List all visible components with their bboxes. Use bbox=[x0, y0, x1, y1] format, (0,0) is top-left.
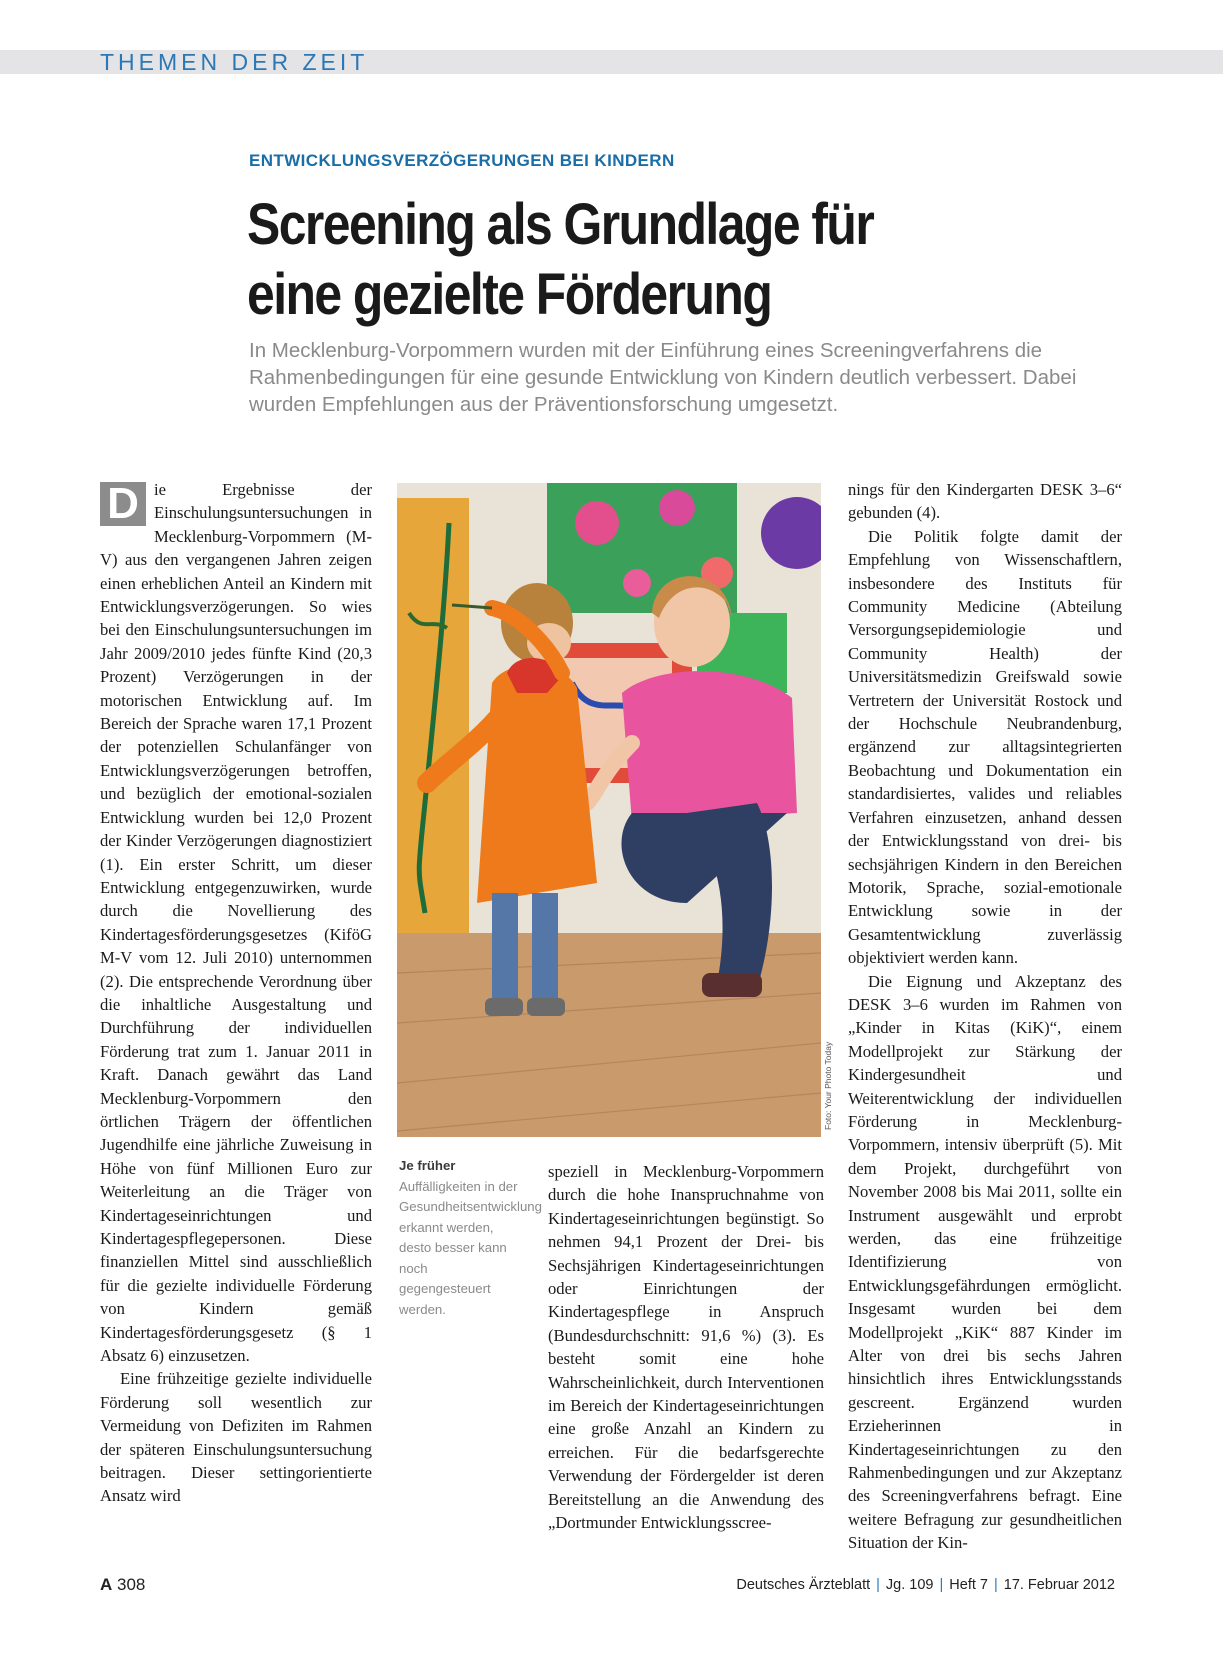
page-number bbox=[100, 1575, 145, 1595]
page-prefix: A bbox=[100, 1575, 113, 1594]
paragraph: nings für den Kindergarten DESK 3–6“ gebunden (4). bbox=[848, 480, 1122, 523]
section-label: THEMEN DER ZEIT bbox=[100, 49, 369, 75]
dropcap: D bbox=[100, 482, 146, 526]
paragraph: Eine frühzeitige gezielte individuelle Förderung soll wesentlich zur Vermeidung von Defiziten im Rahmen der späteren Einschulungsuntersuchung beitragen. Dieser settingorientierte Ansatz wird bbox=[100, 1369, 372, 1506]
paragraph bbox=[100, 478, 372, 1367]
headline bbox=[247, 190, 1021, 330]
footer-volume: Jg. 109 bbox=[885, 1577, 934, 1593]
footer-journal: Deutsches Ärzteblatt bbox=[736, 1577, 871, 1593]
headline-line-2: eine gezielte Förderung bbox=[247, 262, 772, 327]
caption-text: Auffälligkeiten in der Gesundheitsentwicklung erkannt werden, desto besser kann noch gegengesteuert werden. bbox=[399, 1178, 542, 1317]
caption-lead: Je früher bbox=[399, 1158, 456, 1173]
paragraph: Die Eignung und Akzeptanz des DESK 3–6 wurden im Rahmen von „Kinder in Kitas (KiK)“, einem Modellprojekt zur Stärkung der Kindergesundheit und Weiterentwicklung der individuellen Förderung in Mecklenburg-Vorpommern, intensiv überprüft (5). Mit dem Projekt, durchgeführt von November 2008 bis Mai 2011, sollte ein Instrument ausgewählt und erprobt werden, das eine frühzeitige Identifizierung von Entwicklungsgefährdungen ermöglicht. Insgesamt wurden bei dem Modellprojekt „KiK“ 887 Kinder im Alter von drei bis sechs Jahren hinsichtlich ihres Entwicklungsstands gescreent. Ergänzend wurden Erzieherinnen in Kindertageseinrichtungen zu den Rahmenbedingungen und zur Akzeptanz des Screeningverfahrens befragt. Eine weitere Befragung zur gesundheitlichen Situation der Kin- bbox=[848, 971, 1122, 1553]
footer-issue: Heft 7 bbox=[949, 1577, 988, 1593]
photo-illustration bbox=[397, 483, 821, 1137]
photo-credit: Foto: Your Photo Today bbox=[823, 1041, 833, 1130]
headline-line-1: Screening als Grundlage für bbox=[247, 192, 874, 257]
column-3 bbox=[848, 478, 1122, 1555]
article-photo bbox=[397, 483, 821, 1137]
column-1 bbox=[100, 478, 372, 1508]
footer-separator: | bbox=[939, 1577, 944, 1593]
footer-date: 17. Februar 2012 bbox=[1003, 1577, 1115, 1593]
column-2 bbox=[548, 1160, 824, 1535]
paragraph: Die Politik folgte damit der Empfehlung von Wissenschaftlern, insbesondere des Instituts für Community Medicine (Abteilung Versorgungsepidemiologie und Community Health) der Universitätsmedizin Greifswald sowie Vertretern der Universität Rostock und der Hochschule Neubrandenburg, ergänzend zur alltagsintegrierten Beobachtung und Dokumentation ein standardisiertes, valides und reliables Verfahren einzusetzen, anhand dessen der Entwicklungsstand von drei- bis sechsjährigen Kindern in den Bereichen Motorik, Sprache, sozial-emotionale Entwicklung sowie in der Gesamtentwicklung zuverlässig objektiviert werden kann. bbox=[848, 526, 1122, 968]
photo-caption bbox=[399, 1156, 542, 1320]
paragraph-text: ie Ergebnisse der Einschulungsuntersuchungen in Mecklenburg-Vorpommern (M-V) aus den vergangenen Jahren zeigen einen erheblichen Anteil an Kindern mit Entwicklungsverzögerungen. So wies bei den Einschulungsuntersuchungen im Jahr 2009/2010 jedes fünfte Kind (20,3 Prozent) Verzögerungen in der motorischen Entwicklung auf. Im Bereich der Sprache waren 17,1 Prozent der potenziellen Schulanfänger von Entwicklungsverzögerungen betroffen, und bezüglich der emotional-sozialen Entwicklung wurden bei 12,0 Prozent der Kinder Verzögerungen diagnostiziert (1). Ein erster Schritt, um dieser Entwicklung entgegenzuwirken, wurde durch die Novellierung des Kindertagesförderungsgesetzes (KiföG M-V vom 12. Juli 2010) unternommen (2). Die entsprechende Verordnung über die inhaltliche Ausgestaltung und Durchführung der individuellen Förderung trat zum 1. Januar 2011 in Kraft. Danach gewährt das Land Mecklenburg-Vorpommern den örtlichen Trägern der öffentlichen Jugendhilfe eine jährliche Zuweisung in Höhe von fünf Millionen Euro zur Weiterleitung an die Träger von Kindertageseinrichtungen und Kindertagespflegepersonen. Diese finanziellen Mittel sind ausschließlich für die gezielte individuelle Förderung von Kindern gemäß Kindertagesförderungsgesetz (§ 1 Absatz 6) einzusetzen. bbox=[100, 480, 372, 1366]
page-number-value: 308 bbox=[117, 1575, 146, 1594]
lead-paragraph: In Mecklenburg-Vorpommern wurden mit der Einführung eines Screeningverfahrens die Rahmenbedingungen für eine gesunde Entwicklung von Kindern deutlich verbessert. Dabei wurden Empfehlungen aus der Präventionsforschung umgesetzt. bbox=[249, 339, 1077, 416]
paragraph: speziell in Mecklenburg-Vorpommern durch die hohe Inanspruchnahme von Kindertageseinrichtungen begünstigt. So nehmen 94,1 Prozent der Drei- bis Sechsjährigen Kindertageseinrichtungen oder Einrichtungen der Kindertagespflege in Anspruch (Bundesdurchschnitt: 91,6 %) (3). Es besteht somit eine hohe Wahrscheinlichkeit, durch Interventionen im Bereich der Kindertageseinrichtungen eine große Anzahl an Kindern zu erreichen. Für die bedarfsgerechte Verwendung der Fördergelder ist deren Bereitstellung an die Anwendung des „Dortmunder Entwicklungsscree- bbox=[548, 1162, 824, 1533]
footer-separator: | bbox=[993, 1577, 998, 1593]
footer-citation bbox=[736, 1577, 1115, 1593]
kicker: ENTWICKLUNGSVERZÖGERUNGEN BEI KINDERN bbox=[249, 151, 675, 170]
footer-separator: | bbox=[876, 1577, 880, 1593]
